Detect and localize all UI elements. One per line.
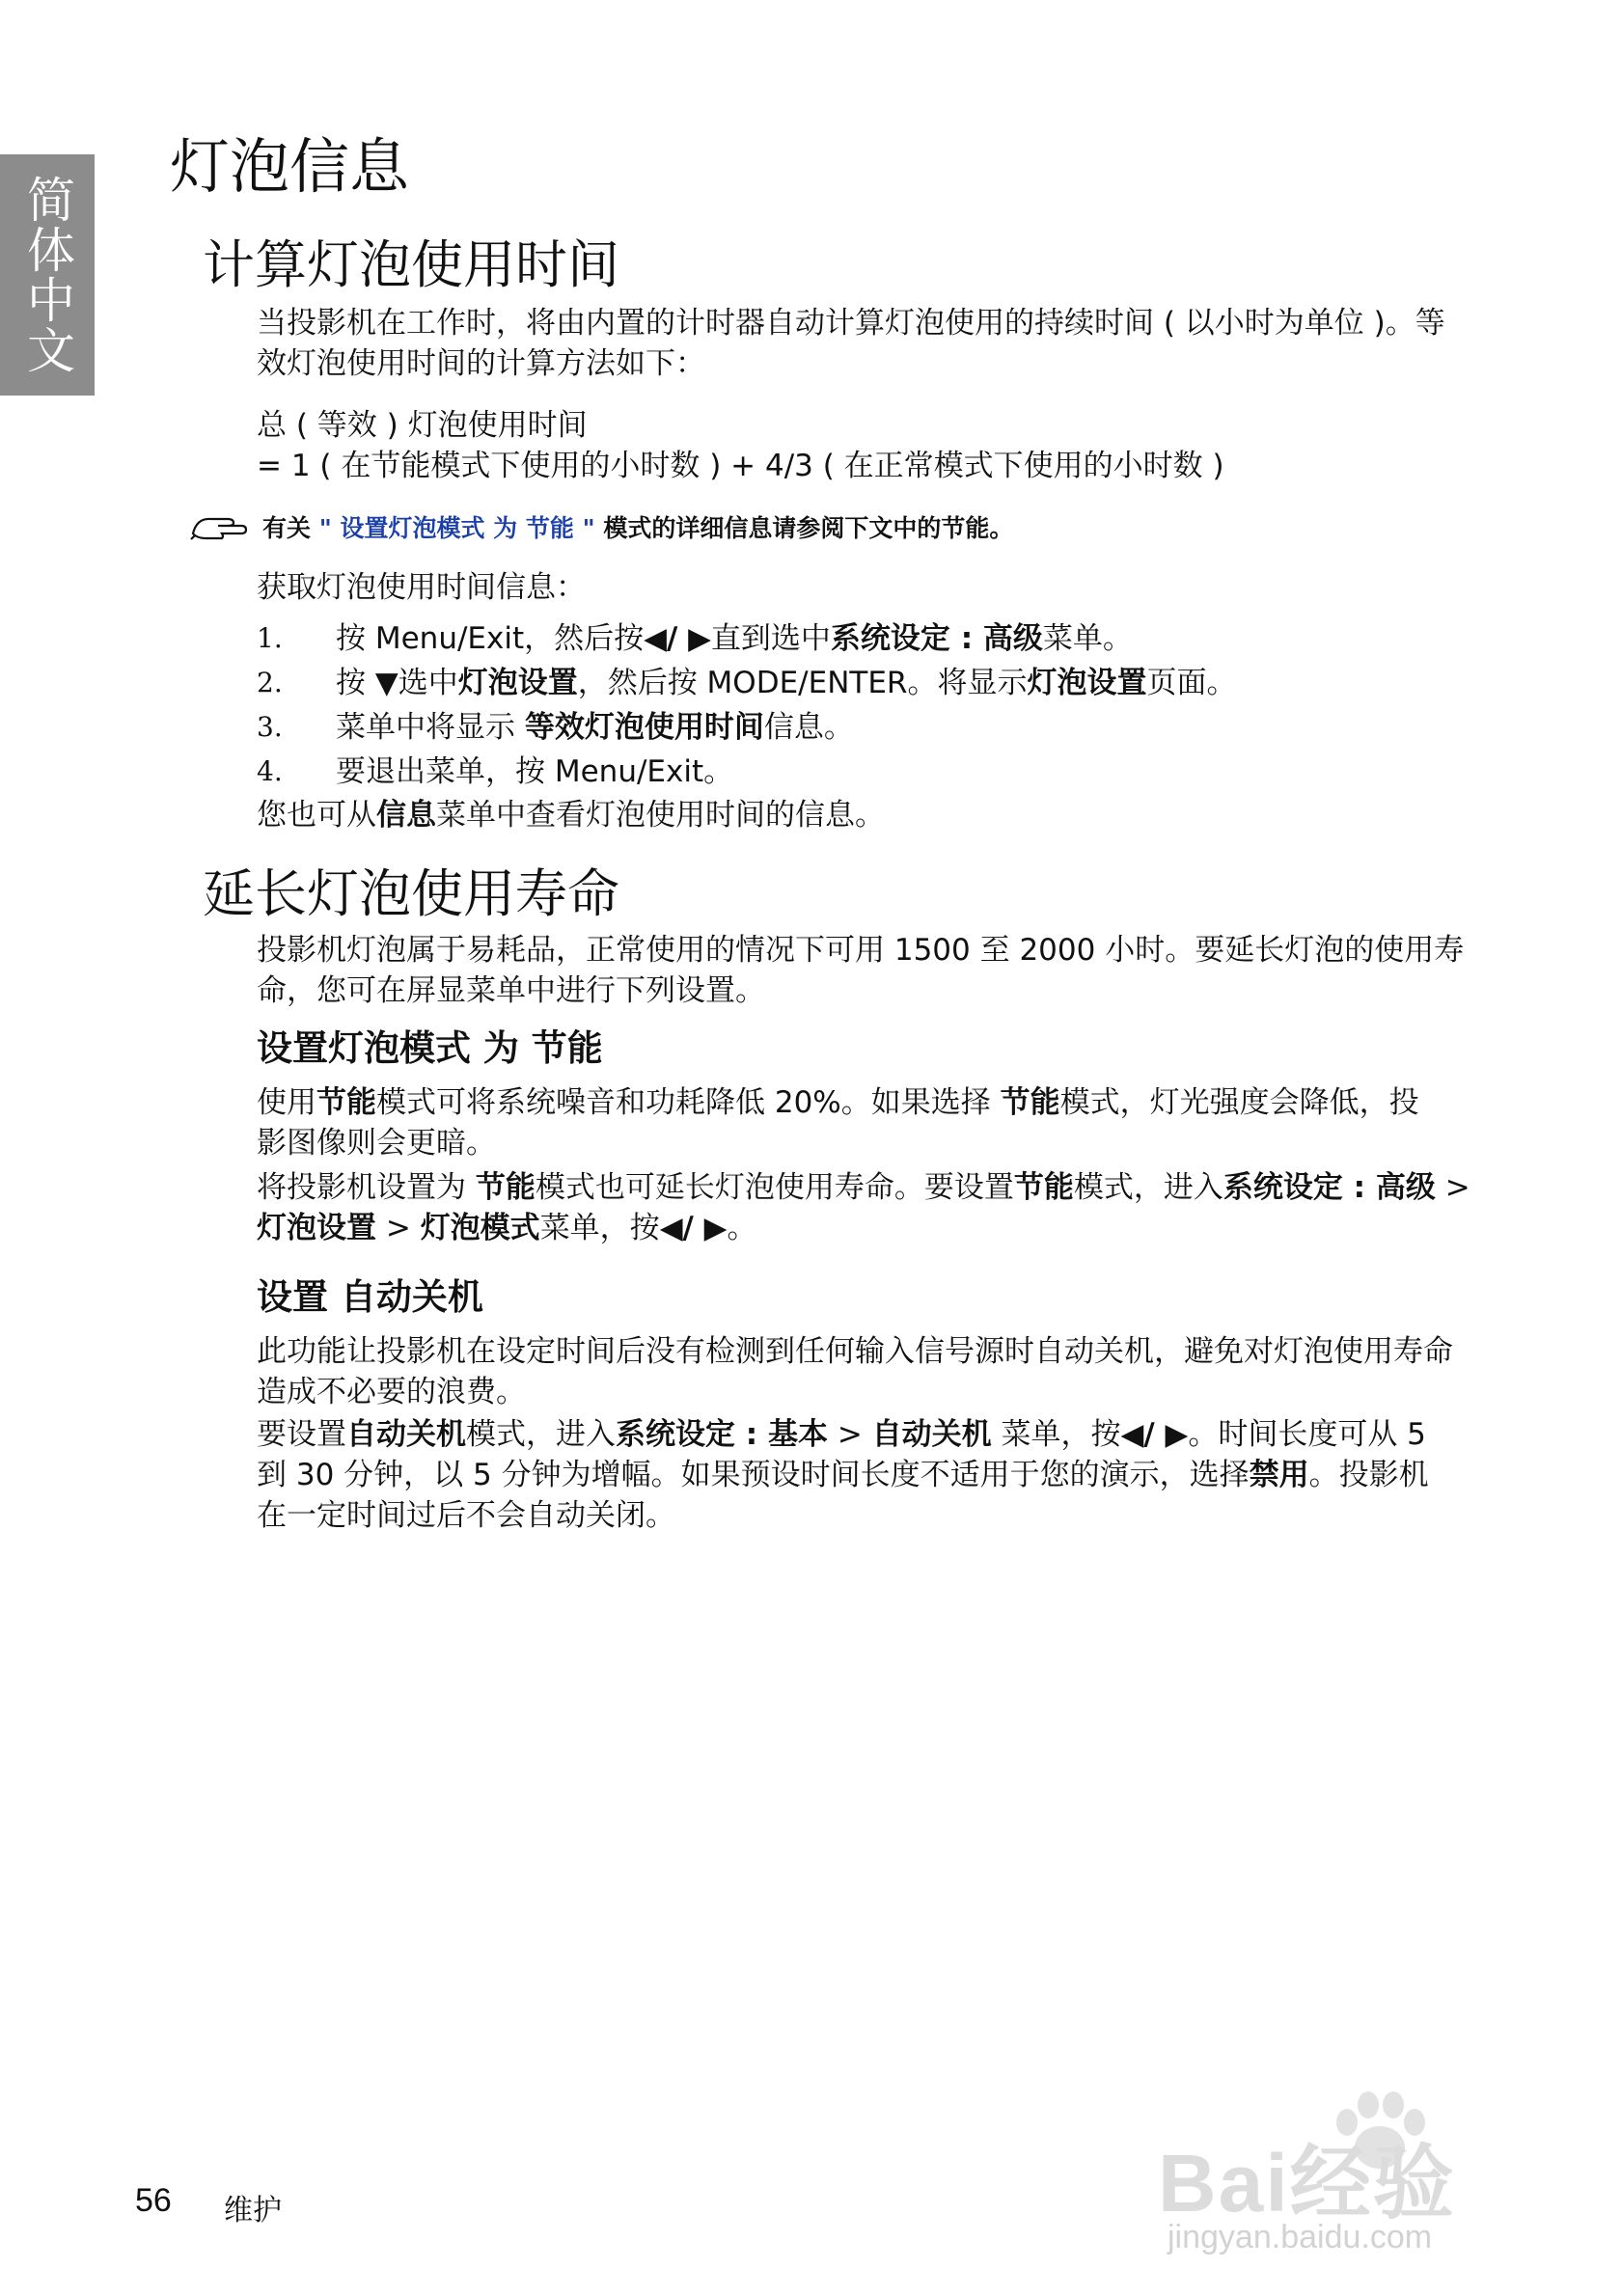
step-text [336, 662, 1236, 704]
text-part: 菜单，按 [539, 1211, 660, 1245]
outro-text: 您也可从 [257, 798, 376, 833]
footer-chapter-label: 维护 [224, 2194, 282, 2228]
auto-off-paragraph-1: 此功能让投影机在设定时间后没有检测到任何输入信号源时自动关机，避免对灯泡使用寿命造成不必要的浪费。 [257, 1334, 1453, 1409]
mode-name: 节能 [316, 1085, 376, 1120]
section-heading-lamp-hours: 计算灯泡使用时间 [203, 234, 619, 295]
steps-intro: 获取灯泡使用时间信息： [257, 570, 586, 605]
language-tab [0, 154, 95, 396]
menu-item: 等效灯泡使用时间 [524, 710, 764, 745]
language-tab-label: 简体中文 [19, 175, 75, 375]
section1-intro: 当投影机在工作时，将由内置的计时器自动计算灯泡使用的持续时间 ( 以小时为单位 )。等效灯泡使用时间的计算方法如下： [257, 306, 1445, 381]
note-hand-icon [189, 510, 249, 543]
mode-name: 节能 [475, 1170, 536, 1205]
menu-item: 灯泡设置 [457, 666, 578, 700]
text-part: 模式可将系统噪音和功耗降低 20%。如果选择 [376, 1085, 1001, 1120]
step-text-part: 按 Menu/Exit，然后按 [336, 621, 645, 656]
page-number: 56 [135, 2182, 172, 2219]
note-text [262, 509, 1013, 544]
menu-path: 系统设定 : 高级 [1223, 1170, 1436, 1205]
text-part: 。投影机在一定时间过后不会自动关闭。 [257, 1458, 1429, 1533]
step-number: 1. [257, 622, 283, 654]
step-text-part: 菜单。 [1042, 621, 1133, 656]
menu-path: 系统设定 : 基本 [616, 1417, 828, 1452]
mode-name: 自动关机 [346, 1417, 466, 1452]
step-text [336, 751, 733, 793]
section1-outro [257, 795, 1472, 835]
auto-off-paragraph-2 [257, 1414, 1453, 1536]
section2-intro: 投影机灯泡属于易耗品，正常使用的情况下可用 1500 至 2000 小时。要延长灯泡的使用寿命，您可在屏显菜单中进行下列设置。 [257, 933, 1465, 1008]
lamp-mode-paragraph-1 [257, 1082, 1434, 1163]
arrow-keys: ◀/ ▶ [659, 1211, 728, 1245]
step-text [336, 617, 1133, 660]
menu-path: 灯泡模式 [420, 1211, 540, 1245]
text-part: 菜单，按 [991, 1417, 1121, 1452]
text-part: > [1435, 1170, 1470, 1205]
lamp-mode-paragraph-2 [257, 1167, 1472, 1248]
text-part: 模式也可延长灯泡使用寿命。要设置 [535, 1170, 1014, 1205]
list-item [257, 706, 1472, 749]
text-part: > [376, 1211, 421, 1245]
menu-path: 自动关机 [871, 1417, 992, 1452]
step-number: 2. [257, 667, 283, 698]
step-text-part: ，然后按 MODE/ENTER。将显示 [577, 666, 1028, 700]
note-suffix: 模式的详细信息请参阅下文中的节能。 [603, 514, 1014, 542]
text-part: 将投影机设置为 [257, 1170, 476, 1205]
subheading-auto-off: 设置 自动关机 [257, 1276, 483, 1318]
step-text-part: 按 ▼选中 [336, 666, 458, 700]
formula-line-1: 总 ( 等效 ) 灯泡使用时间 [257, 408, 588, 443]
text-part: 模式，进入 [1073, 1170, 1223, 1205]
watermark-main: Bai经验 [1158, 2138, 1456, 2228]
step-text-part: 页面。 [1146, 666, 1237, 700]
text-part: 模式，灯光强度会降低，投影图像则会更暗。 [257, 1085, 1419, 1161]
text-part: 模式，进入 [466, 1417, 616, 1452]
step-number: 3. [257, 711, 283, 743]
arrow-keys: ◀/ ▶ [644, 621, 711, 656]
list-item [257, 662, 1472, 704]
watermark-url: jingyan.baidu.com [1168, 2219, 1433, 2255]
option-name: 禁用 [1249, 1458, 1309, 1492]
text-part: 使用 [257, 1085, 316, 1120]
section-heading-extend-life: 延长灯泡使用寿命 [203, 863, 619, 924]
menu-item: 信息 [376, 798, 436, 833]
step-text-part: 菜单中将显示 [336, 710, 525, 745]
text-part: 。时间长度可从 5 到 30 分钟，以 5 分钟为增幅。如果预设时间长度不适用于您的演示，选择 [257, 1417, 1426, 1492]
text-part: 。 [727, 1211, 757, 1245]
arrow-keys: ◀/ ▶ [1120, 1417, 1189, 1452]
note-callout [189, 507, 1013, 546]
formula-line-2: = 1 ( 在节能模式下使用的小时数 ) + 4/3 ( 在正常模式下使用的小时数 ) [257, 449, 1224, 483]
text-part: > [827, 1417, 872, 1452]
mode-name: 节能 [1013, 1170, 1074, 1205]
outro-text: 菜单中查看灯泡使用时间的信息。 [436, 798, 885, 833]
baidu-watermark [1148, 2084, 1553, 2257]
mode-name: 节能 [1000, 1085, 1060, 1120]
menu-path: 系统设定 : 高级 [830, 621, 1043, 656]
step-number: 4. [257, 755, 283, 787]
step-text-part: 信息。 [763, 710, 854, 745]
list-item [257, 617, 1472, 660]
menu-item: 灯泡设置 [1027, 666, 1147, 700]
note-prefix: 有关 [262, 514, 312, 542]
page-title: 灯泡信息 [170, 131, 410, 202]
list-item [257, 751, 1472, 793]
step-text-part: 要退出菜单，按 Menu/Exit。 [336, 754, 734, 789]
subheading-lamp-mode: 设置灯泡模式 为 节能 [257, 1027, 603, 1069]
step-text [336, 706, 854, 749]
text-part: 要设置 [257, 1417, 346, 1452]
note-link[interactable]: " 设置灯泡模式 为 节能 " [318, 514, 595, 542]
menu-path: 灯泡设置 [257, 1211, 376, 1245]
step-text-part: 直到选中 [710, 621, 831, 656]
